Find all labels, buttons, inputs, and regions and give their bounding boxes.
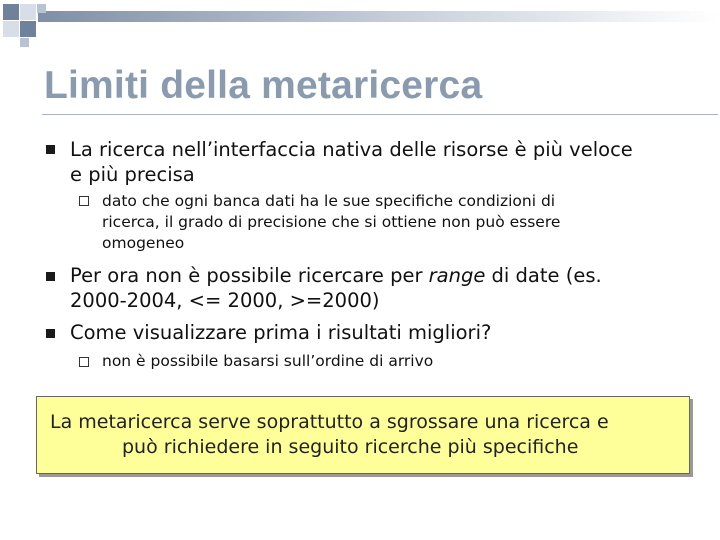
bullet-2-line-1: [70, 263, 690, 288]
bullet-2-line-1-b: di date (es.: [485, 264, 602, 287]
deco-square-5: [37, 4, 46, 13]
deco-square-6: [20, 38, 29, 47]
sub-bullet-marker-2: [79, 357, 89, 367]
sub-bullet-marker-1: [79, 196, 89, 206]
deco-square-1: [3, 4, 19, 20]
deco-square-3: [3, 21, 19, 37]
title-rule: [42, 114, 718, 115]
bullet-1-line-2: e più precisa: [70, 163, 195, 186]
sub-bullet-1-line-2: ricerca, il grado di precisione che si ottiene non può essere: [102, 213, 561, 231]
sub-bullet-1-line-3: omogeneo: [102, 234, 185, 252]
callout-line-2: può richiedere in seguito ricerche più specifiche: [122, 436, 579, 458]
callout-text: [50, 410, 690, 460]
deco-square-4: [20, 21, 36, 37]
bullet-2-text: [70, 263, 690, 313]
gradient-band: [38, 11, 720, 22]
bullet-2-line-2: 2000-2004, <= 2000, >=2000): [70, 289, 380, 312]
bullet-1-text: [70, 137, 690, 187]
sub-bullet-1-text: [102, 191, 662, 254]
bullet-3-line-1: Come visualizzare prima i risultati migliori?: [70, 321, 492, 344]
bullet-2-range-emphasis: range: [428, 264, 486, 287]
callout-line-1: La metaricerca serve soprattutto a sgrossare una ricerca e: [50, 411, 609, 433]
deco-square-2: [20, 4, 36, 20]
header-decoration: [0, 0, 720, 50]
sub-bullet-2-text: [102, 351, 662, 372]
sub-bullet-1-line-1: dato che ogni banca dati ha le sue specifiche condizioni di: [102, 192, 556, 210]
bullet-marker-2: [46, 272, 55, 281]
bullet-2-line-1-a: Per ora non è possibile ricercare per: [70, 264, 429, 287]
slide-title: Limiti della metaricerca: [44, 64, 483, 107]
bullet-marker-1: [46, 145, 55, 154]
bullet-marker-3: [46, 329, 55, 338]
sub-bullet-2-line-1: non è possibile basarsi sull’ordine di arrivo: [102, 352, 434, 370]
bullet-3-text: [70, 320, 690, 345]
bullet-1-line-1: La ricerca nell’interfaccia nativa delle risorse è più veloce: [70, 138, 633, 161]
